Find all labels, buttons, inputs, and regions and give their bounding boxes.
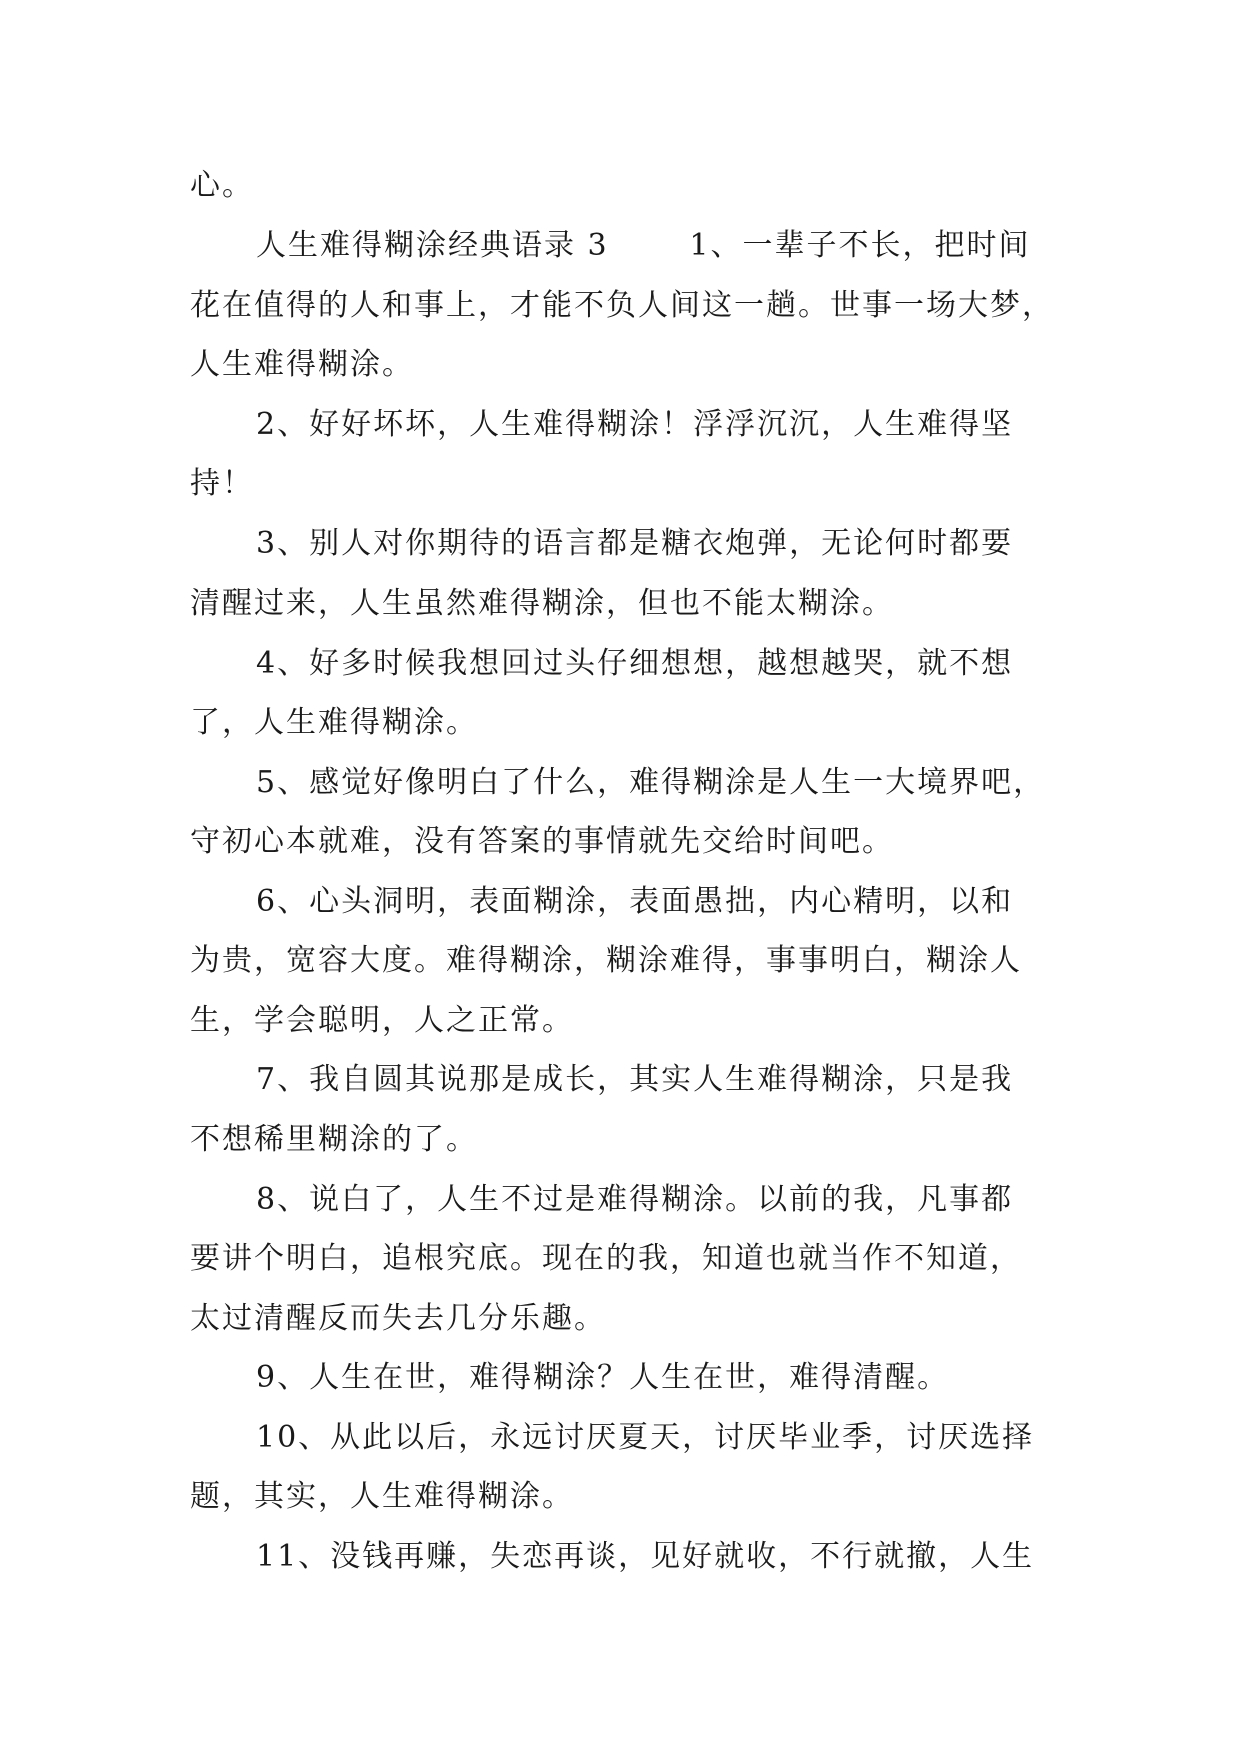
text-line: 守初心本就难，没有答案的事情就先交给时间吧。 [190,824,894,859]
text-line: 人生难得糊涂经典语录 3 1、一辈子不长，把时间 [256,228,1031,263]
text-line: 5、感觉好像明白了什么，难得糊涂是人生一大境界吧， [256,765,1046,800]
text-line: 题，其实，人生难得糊涂。 [190,1479,574,1514]
text-line: 花在值得的人和事上，才能不负人间这一趟。世事一场大梦， [190,288,1054,323]
text-line: 7、我自圆其说那是成长，其实人生难得糊涂，只是我 [256,1062,1014,1097]
text-line: 4、好多时候我想回过头仔细想想，越想越哭，就不想 [256,646,1014,681]
text-line: 了，人生难得糊涂。 [190,705,478,740]
text-line: 8、说白了，人生不过是难得糊涂。以前的我，凡事都 [256,1182,1014,1217]
text-line: 心。 [190,168,254,203]
text-line: 为贵，宽容大度。难得糊涂，糊涂难得，事事明白，糊涂人 [190,943,1022,978]
text-line: 不想稀里糊涂的了。 [190,1122,478,1157]
text-line: 6、心头洞明，表面糊涂，表面愚拙，内心精明，以和 [256,884,1014,919]
text-line: 10、从此以后，永远讨厌夏天，讨厌毕业季，讨厌选择 [256,1420,1035,1455]
text-line: 3、别人对你期待的语言都是糖衣炮弹，无论何时都要 [256,526,1014,561]
text-line: 持！ [190,466,254,501]
text-line: 清醒过来，人生虽然难得糊涂，但也不能太糊涂。 [190,586,894,621]
text-line: 太过清醒反而失去几分乐趣。 [190,1301,606,1336]
text-line: 2、好好坏坏，人生难得糊涂！浮浮沉沉，人生难得坚 [256,407,1014,442]
text-line: 9、人生在世，难得糊涂？人生在世，难得清醒。 [256,1360,950,1395]
text-line: 生，学会聪明，人之正常。 [190,1003,574,1038]
text-line: 要讲个明白，追根究底。现在的我，知道也就当作不知道， [190,1241,1022,1276]
text-line: 人生难得糊涂。 [190,347,414,382]
text-line: 11、没钱再赚，失恋再谈，见好就收，不行就撤，人生 [256,1539,1035,1574]
